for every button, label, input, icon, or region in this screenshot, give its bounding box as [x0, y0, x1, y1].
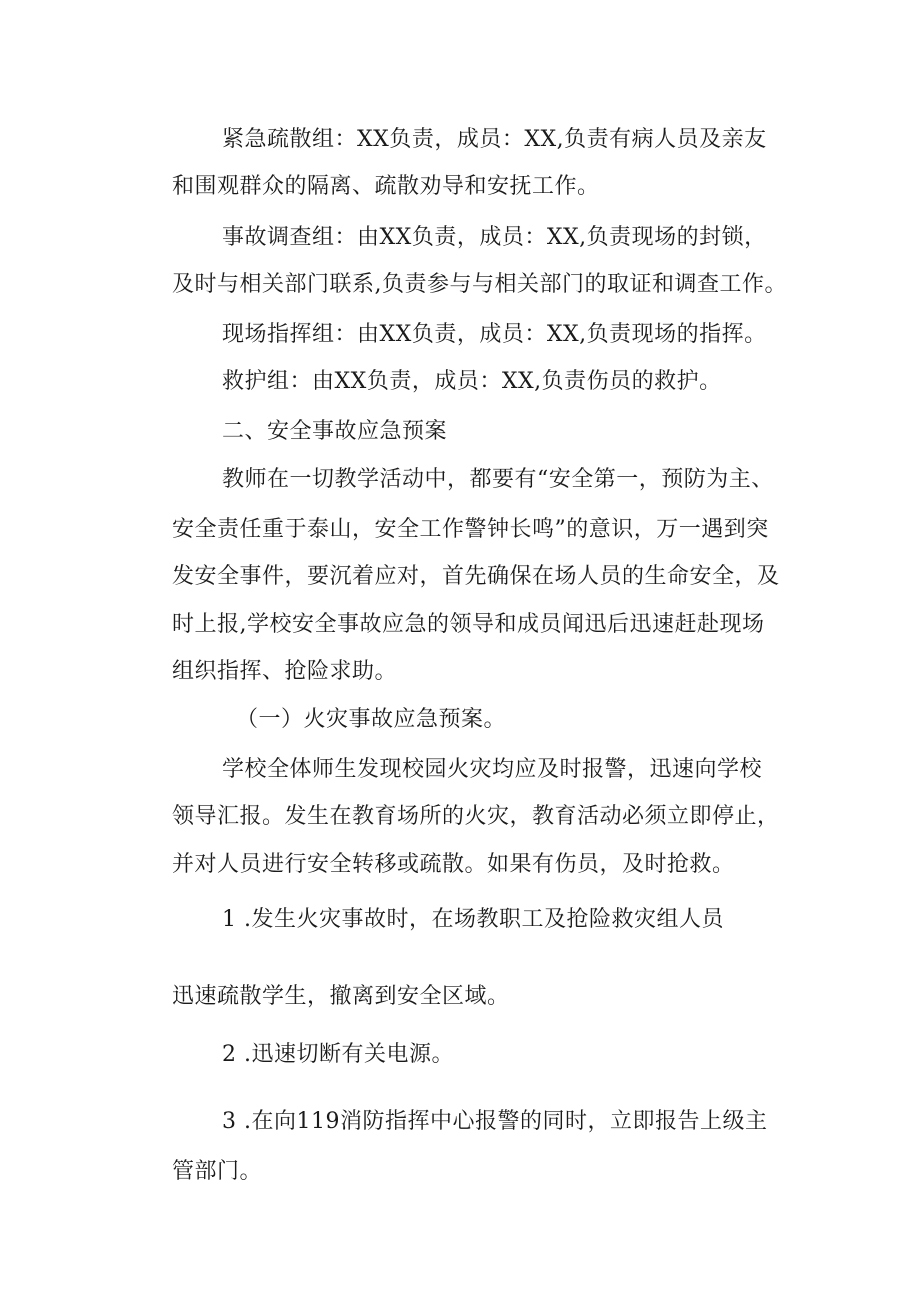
paragraph-line: 领导汇报。发生在教育场所的火灾，教育活动必须立即停止， — [172, 804, 780, 829]
list-item-continuation: 迅速疏散学生，撤离到安全区域。 — [172, 984, 510, 1009]
list-item: 1 .发生火灾事故时，在场教职工及抢险救灾组人员 — [222, 907, 724, 932]
paragraph-line: 现场指挥组：由XX负责，成员：XX,负责现场的指挥。 — [222, 322, 767, 347]
paragraph-line: 并对人员进行安全转移或疏散。如果有伤员，及时抢救。 — [172, 852, 735, 877]
list-item: 2 .迅速切断有关电源。 — [222, 1042, 454, 1067]
paragraph-line: 发安全事件，要沉着应对，首先确保在场人员的生命安全，及 — [172, 564, 780, 589]
list-item-continuation: 管部门。 — [172, 1159, 263, 1184]
paragraph-line: 救护组：由XX负责，成员：XX,负责伤员的救护。 — [222, 369, 722, 394]
paragraph-line: 及时与相关部门联系,负责参与与相关部门的取证和调查工作。 — [172, 272, 787, 297]
paragraph-line: 组织指挥、抢险求助。 — [172, 659, 398, 684]
paragraph-line: 时上报,学校安全事故应急的领导和成员闻迅后迅速赶赴现场 — [172, 612, 765, 637]
paragraph-line: 安全责任重于泰山，安全工作警钟长鸣”的意识，万一遇到突 — [172, 517, 769, 542]
list-item: 3 .在向119消防指挥中心报警的同时，立即报告上级主 — [222, 1109, 768, 1134]
paragraph-line: 和围观群众的隔离、疏散劝导和安抚工作。 — [172, 174, 600, 199]
subsection-heading: （一）火灾事故应急预案。 — [236, 707, 507, 732]
section-heading: 二、安全事故应急预案 — [222, 419, 448, 444]
paragraph-line: 紧急疏散组：XX负责，成员：XX,负责有病人员及亲友 — [222, 127, 767, 152]
paragraph-line: 事故调查组：由XX负责，成员：XX,负责现场的封锁， — [222, 225, 767, 250]
paragraph-line: 教师在一切教学活动中，都要有“安全第一，预防为主、 — [222, 467, 774, 492]
paragraph-line: 学校全体师生发现校园火灾均应及时报警，迅速向学校 — [222, 757, 763, 782]
